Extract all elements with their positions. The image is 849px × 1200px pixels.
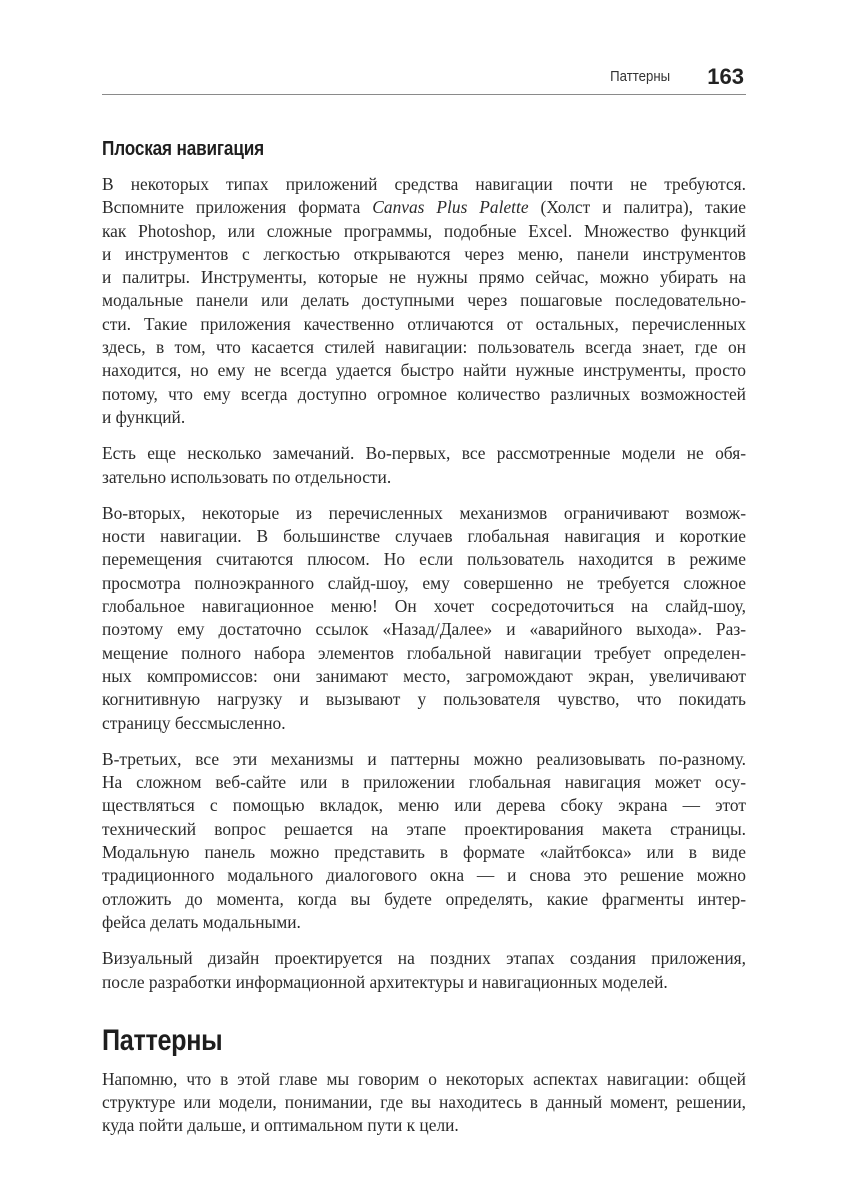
paragraph	[102, 502, 746, 735]
text-line: В-третьих, все эти механизмы и паттерны можно реализовывать по-разному.	[102, 748, 746, 769]
paragraph	[102, 442, 746, 489]
text-line: потому, что ему всегда доступно огромное количество различных возможностей	[102, 383, 746, 404]
paragraph	[102, 947, 746, 994]
text-line: отложить до момента, когда вы будете определять, какие фрагменты интер-	[102, 888, 746, 909]
text-line: ществляться с помощью вкладок, меню или дерева сбоку экрана — этот	[102, 795, 746, 816]
text-line: здесь, в том, что касается стилей навигации: пользователь всегда знает, где он	[102, 337, 746, 358]
text-line: фейса делать модальными.	[102, 911, 301, 932]
page-number: 163	[707, 64, 744, 89]
text-line: структуре или модели, понимании, где вы находитесь в данный момент, решении,	[102, 1092, 746, 1113]
text-line: после разработки информационной архитектуры и навигационных моделей.	[102, 971, 668, 992]
text-line: Вспомните приложения формата Canvas Plus Palette (Холст и палитра), такие	[102, 197, 746, 218]
text-line: Во-вторых, некоторые из перечисленных механизмов ограничивают возмож-	[102, 502, 746, 523]
text-line: технический вопрос решается на этапе проектирования макета страницы.	[102, 818, 746, 839]
text-line: ных компромиссов: они занимают место, загромождают экран, увеличивают	[102, 665, 746, 686]
paragraph	[102, 173, 746, 429]
text-line: Визуальный дизайн проектируется на поздних этапах создания приложения,	[102, 948, 746, 969]
text-line: находится, но ему не всегда удается быстро найти нужные инструменты, просто	[102, 360, 746, 381]
text-line: Модальную панель можно представить в формате «лайтбокса» или в виде	[102, 842, 746, 863]
paragraph	[102, 1068, 746, 1138]
text-line: просмотра полноэкранного слайд-шоу, ему совершенно не требуется сложное	[102, 572, 746, 593]
text-line: поэтому ему достаточно ссылок «Назад/Далее» и «аварийного выхода». Раз-	[102, 619, 746, 640]
text-line: Напомню, что в этой главе мы говорим о некоторых аспектах навигации: общей	[102, 1068, 746, 1089]
text-line: ности навигации. В большинстве случаев глобальная навигация и короткие	[102, 526, 746, 547]
text-line: и функций.	[102, 406, 186, 427]
italic-term: Canvas Plus Palette	[372, 197, 529, 218]
text-line: На сложном веб-сайте или в приложении глобальная навигация может осу-	[102, 772, 746, 793]
text-line: и палитры. Инструменты, которые не нужны прямо сейчас, можно убирать на	[102, 267, 746, 288]
text-line: Есть еще несколько замечаний. Во-первых, все рассмотренные модели не обя-	[102, 443, 746, 464]
text-line: когнитивную нагрузку и вызывают у пользователя чувство, что покидать	[102, 689, 746, 710]
text-line: страницу бессмысленно.	[102, 712, 286, 733]
text-line: перемещения считаются плюсом. Но если пользователь находится в режиме	[102, 549, 746, 570]
chapter-section-body	[102, 1068, 746, 1138]
section-heading: Плоская навигация	[102, 138, 264, 160]
chapter-section-heading: Паттерны	[102, 1023, 223, 1057]
text-line: и инструментов с легкостью открываются через меню, панели инструментов	[102, 243, 746, 264]
running-header	[102, 62, 746, 95]
paragraph	[102, 748, 746, 934]
text-line: модальные панели или делать доступными через пошаговые последовательно-	[102, 290, 746, 311]
text-line: куда пойти дальше, и оптимальном пути к цели.	[102, 1115, 459, 1136]
text-line: традиционного модального диалогового окна — и снова это решение можно	[102, 865, 746, 886]
text-line: В некоторых типах приложений средства навигации почти не требуются.	[102, 174, 746, 194]
section-body	[102, 173, 746, 994]
running-title: Паттерны	[610, 68, 670, 85]
text-line: мещение полного набора элементов глобальной навигации требует определен-	[102, 642, 746, 663]
text-line: зательно использовать по отдельности.	[102, 466, 392, 487]
text-line: как Photoshop, или сложные программы, подобные Excel. Множество функций	[102, 220, 746, 241]
page-content	[102, 138, 746, 1151]
text-line: глобальное навигационное меню! Он хочет сосредоточиться на слайд-шоу,	[102, 596, 746, 617]
text-line: сти. Такие приложения качественно отличаются от остальных, перечисленных	[102, 313, 746, 334]
